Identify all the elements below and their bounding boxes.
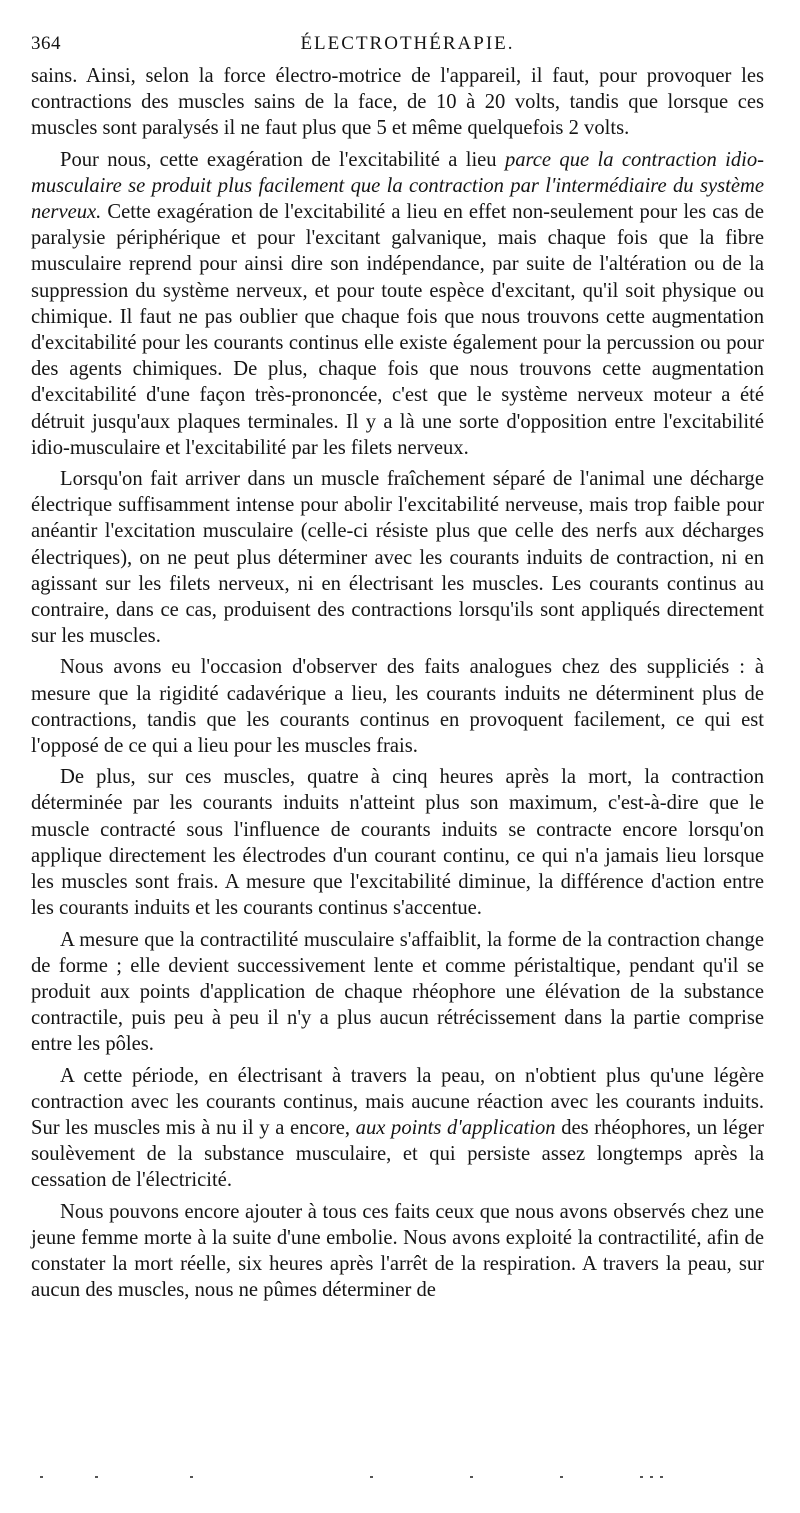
paragraph (31, 63, 764, 142)
body-text (31, 63, 764, 1303)
text-run: Nous avons eu l'occasion d'observer des faits analogues chez des suppliciés : à mesure que la rigidité cadavérique a lieu, les courants induits ne déterminent plus de contractions, tandis que les courants continus en provoquent facilement, ce qui est l'opposé de ce qui a lieu pour les muscles frais. (31, 656, 764, 758)
paragraph (31, 927, 764, 1058)
scan-speck (640, 1476, 643, 1478)
scan-speck (40, 1476, 43, 1478)
scan-speck (650, 1476, 653, 1478)
italic-text-run: aux points d'application (355, 1116, 556, 1139)
text-run: Lorsqu'on fait arriver dans un muscle fraîchement séparé de l'animal une décharge électrique suffisamment intense pour abolir l'excitabilité nerveuse, mais trop faible pour anéantir l'excitation musculaire (celle-ci résiste plus que celle des nerfs aux décharges électriques), on ne peut plus déterminer avec les courants induits de contraction, ni en agissant sur les filets nerveux, ni en électrisant les muscles. Les courants continus au contraire, dans ce cas, produisent des contractions lorsqu'ils sont appliqués directement sur les muscles. (31, 468, 764, 648)
paragraph (31, 764, 764, 921)
paragraph (31, 1199, 764, 1304)
running-title: ÉLECTROTHÉRAPIE. (300, 33, 515, 54)
running-head (31, 33, 764, 63)
scan-speck (370, 1476, 373, 1478)
text-run: A mesure que la contractilité musculaire s'affaiblit, la forme de la contraction change de forme ; elle devient successivement lente et comme péristaltique, pendant qu'il se produit aux points d'application de chaque rhéophore une élévation de la substance contractile, puis peu à peu il n'y a plus aucun rétrécissement dans la partie comprise entre les pôles. (31, 928, 764, 1056)
text-run: des rhéophores, un léger soulèvement de la substance musculaire, et qui persiste assez longtemps après la cessation de l'électricité. (31, 1116, 764, 1192)
paragraph (31, 147, 764, 461)
scan-speck (660, 1476, 663, 1478)
scan-speck (470, 1476, 473, 1478)
text-run: Cette exagération de l'excitabilité a lieu en effet non-seulement pour les cas de paralysie périphérique et pour l'excitant galvanique, mais chaque fois que la fibre musculaire reprend pour ainsi dire son indépendance, par suite de l'altération ou de la suppression du système nerveux, et pour toute espèce d'excitant, qu'il soit physique ou chimique. Il faut ne pas oublier que chaque fois que nous trouvons cette augmentation d'excitabilité pour les courants continus elle existe également pour la percussion ou pour des agents chimiques. De plus, chaque fois que nous trouvons cette augmentation d'excitabilité d'une façon très-prononcée, c'est que le système nerveux moteur a été détruit jusqu'aux plaques terminales. Il y a là une sorte d'opposition entre l'excitabilité idio-musculaire et l'excitabilité par les filets nerveux. (31, 201, 764, 459)
italic-text-run: parce que la contraction idio-musculaire se produit plus facilement que la contraction par l'intermédiaire du système nerveux. (31, 148, 764, 224)
book-page (31, 33, 764, 1303)
text-run: Nous pouvons encore ajouter à tous ces faits ceux que nous avons observés chez une jeune femme morte à la suite d'une embolie. Nous avons exploité la contractilité, afin de constater la mort réelle, six heures après l'arrêt de la respiration. A travers la peau, sur aucun des muscles, nous ne pûmes déterminer de (31, 1200, 764, 1302)
text-run: A cette période, en électrisant à travers la peau, on n'obtient plus qu'une légère contraction avec les courants continus, mais aucune réaction avec les courants induits. Sur les muscles mis à nu il y a encore, (31, 1064, 764, 1139)
paragraph (31, 654, 764, 759)
scan-specks (40, 1474, 740, 1480)
text-run: sains. Ainsi, selon la force électro-motrice de l'appareil, il faut, pour provoquer les contractions des muscles sains de la face, de 10 à 20 volts, tandis que lorsque ces muscles sont paralysés il ne faut plus que 5 et même quelquefois 2 volts. (31, 65, 764, 140)
paragraph (31, 466, 764, 649)
scan-speck (95, 1476, 98, 1478)
text-run: Pour nous, cette exagération de l'excitabilité a lieu (60, 148, 505, 171)
scan-speck (190, 1476, 193, 1478)
paragraph (31, 1063, 764, 1194)
text-run: De plus, sur ces muscles, quatre à cinq heures après la mort, la contraction déterminée par les courants induits n'atteint plus son maximum, c'est-à-dire que le muscle contracté sous l'influence de courants induits se contracte encore lorsqu'on applique directement les électrodes d'un courant continu, ce qui n'a jamais lieu lorsque les muscles sont frais. A mesure que l'excitabilité diminue, la différence d'action entre les courants induits et les courants continus s'accentue. (31, 766, 764, 920)
scan-speck (560, 1476, 563, 1478)
page-number: 364 (31, 33, 61, 54)
